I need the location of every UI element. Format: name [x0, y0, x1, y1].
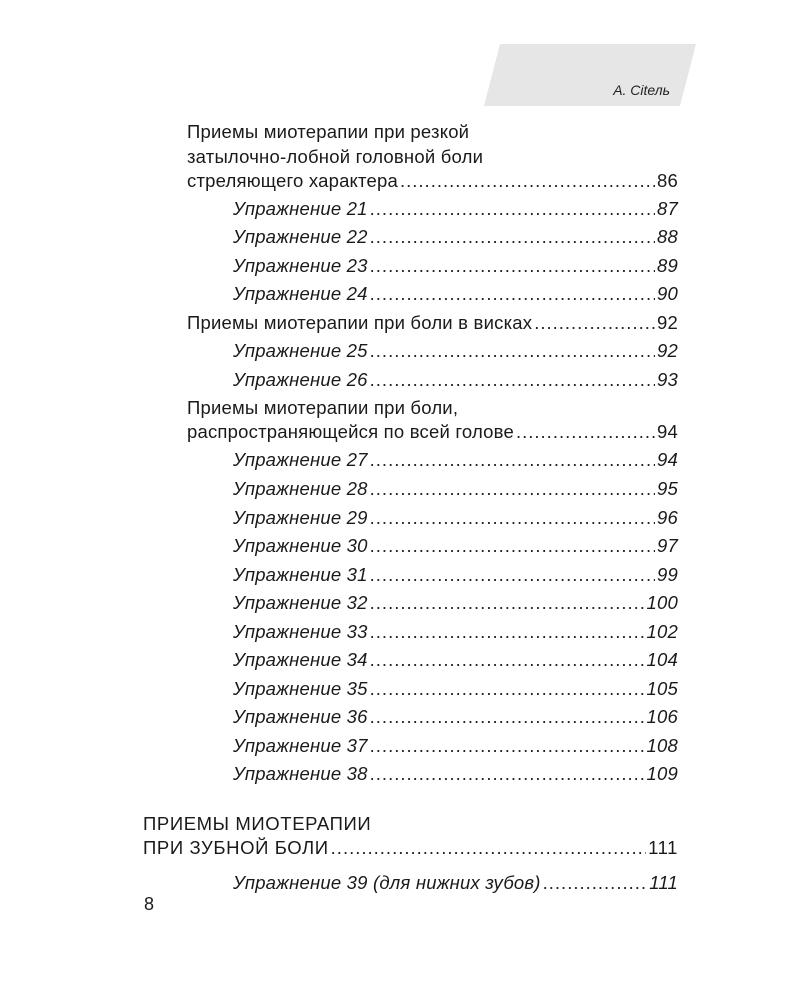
toc-entry-exercise[interactable]: [233, 620, 678, 644]
exercise-label: Упражнение 37: [233, 735, 368, 756]
page-ref: 94: [657, 421, 678, 442]
exercise-label: Упражнение 38: [233, 763, 368, 784]
page-ref: 94: [657, 449, 678, 470]
dot-leader: [534, 311, 655, 335]
exercise-label: Упражнение 35: [233, 678, 368, 699]
toc-entry-exercise[interactable]: [233, 648, 678, 672]
page-ref: 104: [646, 649, 678, 670]
dot-leader: [370, 563, 655, 587]
exercise-label: Упражнение 30: [233, 535, 368, 556]
dot-leader: [370, 534, 655, 558]
dot-leader: [370, 506, 655, 530]
section-title-line: Приемы миотерапии при боли,: [187, 397, 459, 418]
toc-entry-exercise[interactable]: [233, 591, 678, 615]
toc-entry-exercise[interactable]: [233, 282, 678, 306]
dot-leader: [370, 648, 645, 672]
exercise-label: Упражнение 28: [233, 478, 368, 499]
section-title-line: затылочно-лобной головной боли: [187, 146, 484, 167]
dot-leader: [370, 591, 645, 615]
page-ref: 102: [646, 621, 678, 642]
dot-leader: [370, 197, 655, 221]
section-title: стреляющего характера: [187, 170, 398, 191]
exercise-label: Упражнение 26: [233, 369, 368, 390]
exercise-label: Упражнение 29: [233, 507, 368, 528]
toc-entry-exercise[interactable]: [233, 197, 678, 221]
page-ref: 96: [657, 507, 678, 528]
toc-entry-exercise[interactable]: [233, 734, 678, 758]
page-ref: 88: [657, 226, 678, 247]
page-ref: 92: [657, 340, 678, 361]
exercise-label: Упражнение 33: [233, 621, 368, 642]
dot-leader: [370, 448, 655, 472]
dot-leader: [370, 282, 655, 306]
section-title: Приемы миотерапии при боли в висках: [187, 312, 533, 333]
page-ref: 100: [646, 592, 678, 613]
toc-entry-exercise[interactable]: [233, 705, 678, 729]
page-ref: 97: [657, 535, 678, 556]
toc-entry-exercise[interactable]: [233, 339, 678, 363]
dot-leader: [370, 705, 645, 729]
page-ref: 111: [649, 872, 678, 893]
page-ref: 99: [657, 564, 678, 585]
exercise-label: Упражнение 22: [233, 226, 368, 247]
exercise-label: Упражнение 34: [233, 649, 368, 670]
dot-leader: [543, 871, 648, 895]
toc-entry-section[interactable]: [187, 420, 678, 444]
dot-leader: [370, 620, 645, 644]
exercise-label: Упражнение 25: [233, 340, 368, 361]
exercise-label: Упражнение 32: [233, 592, 368, 613]
page-ref: 106: [646, 706, 678, 727]
page-ref: 87: [657, 198, 678, 219]
toc-entry-exercise[interactable]: [233, 762, 678, 786]
exercise-label: Упражнение 36: [233, 706, 368, 727]
exercise-label: Упражнение 39 (для нижних зубов): [233, 872, 541, 893]
dot-leader: [370, 254, 655, 278]
page-ref: 86: [657, 170, 678, 191]
toc-entry-exercise[interactable]: [233, 225, 678, 249]
page-ref: 105: [646, 678, 678, 699]
exercise-label: Упражнение 24: [233, 283, 368, 304]
toc-entry-exercise[interactable]: [233, 534, 678, 558]
page-ref: 92: [657, 312, 678, 333]
exercise-label: Упражнение 21: [233, 198, 368, 219]
exercise-label: Упражнение 31: [233, 564, 368, 585]
exercise-label: Упражнение 23: [233, 255, 368, 276]
dot-leader: [370, 368, 655, 392]
page-ref: 89: [657, 255, 678, 276]
dot-leader: [331, 836, 646, 860]
toc-entry-exercise[interactable]: [233, 677, 678, 701]
toc-entry-exercise[interactable]: [233, 368, 678, 392]
toc-entry-exercise[interactable]: [233, 448, 678, 472]
dot-leader: [516, 420, 655, 444]
dot-leader: [370, 477, 655, 501]
page-ref: 111: [648, 837, 678, 858]
toc-entry-section[interactable]: [187, 311, 678, 335]
page-number: 8: [144, 894, 155, 914]
dot-leader: [370, 339, 655, 363]
page-ref: 95: [657, 478, 678, 499]
running-header-author: А. Сitель: [613, 82, 670, 98]
toc-entry-exercise[interactable]: [233, 254, 678, 278]
section-title-line: Приемы миотерапии при резкой: [187, 121, 470, 142]
toc-entry-section[interactable]: [187, 169, 678, 193]
toc-entry-exercise[interactable]: [233, 871, 678, 895]
toc-entry-chapter[interactable]: [143, 836, 678, 860]
dot-leader: [370, 762, 645, 786]
page-ref: 90: [657, 283, 678, 304]
dot-leader: [400, 169, 655, 193]
toc-entry-exercise[interactable]: [233, 563, 678, 587]
page-ref: 108: [646, 735, 678, 756]
section-title: распространяющейся по всей голове: [187, 421, 514, 442]
dot-leader: [370, 225, 655, 249]
toc-entry-exercise[interactable]: [233, 506, 678, 530]
exercise-label: Упражнение 27: [233, 449, 368, 470]
toc-entry-exercise[interactable]: [233, 477, 678, 501]
dot-leader: [370, 734, 645, 758]
page-ref: 109: [646, 763, 678, 784]
chapter-title: ПРИ ЗУБНОЙ БОЛИ: [143, 837, 329, 858]
dot-leader: [370, 677, 645, 701]
chapter-title-line: ПРИЕМЫ МИОТЕРАПИИ: [143, 813, 372, 834]
page-ref: 93: [657, 369, 678, 390]
